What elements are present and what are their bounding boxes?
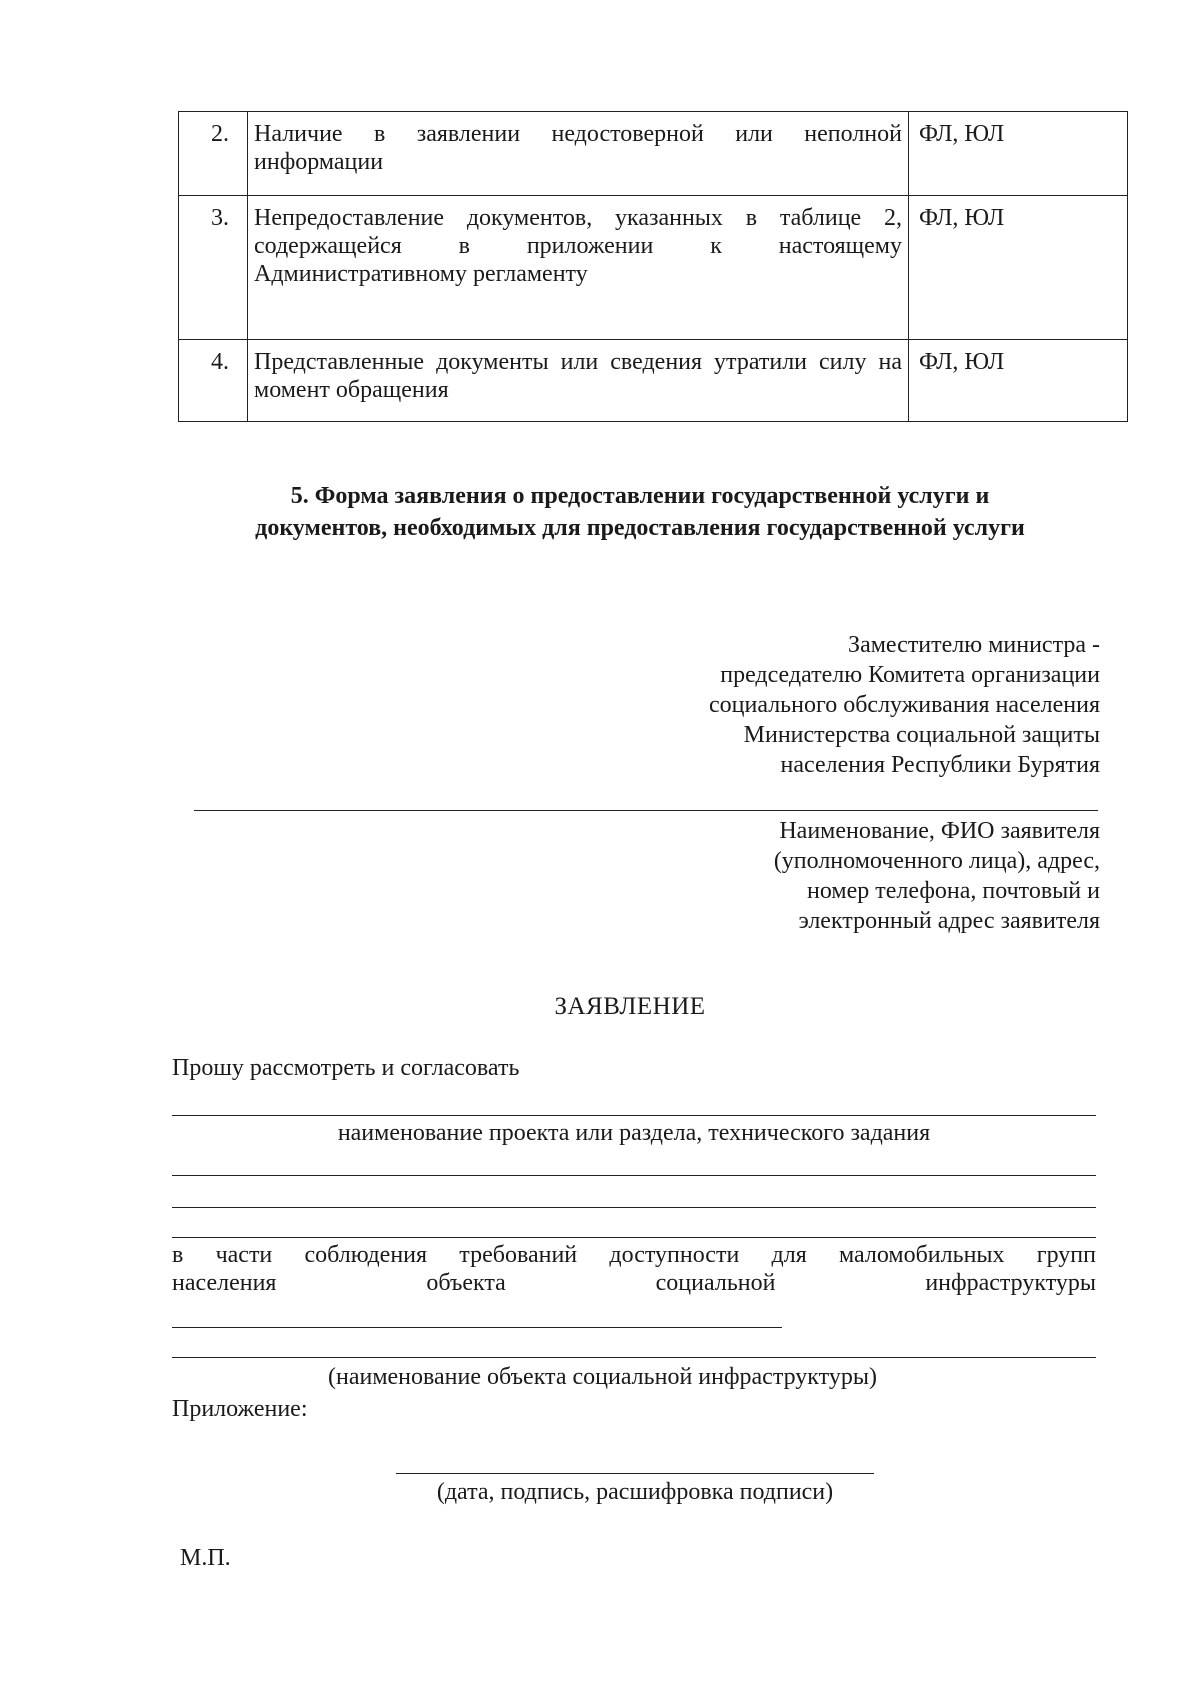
object-fill-line[interactable] [172, 1357, 1096, 1358]
applicant-caption-line: Наименование, ФИО заявителя [779, 818, 1100, 844]
accessibility-line-2: населения объекта социальной инфраструктуры [172, 1270, 1096, 1296]
section-title-line-1: Форма заявления о предоставлении государственной услуги и [314, 483, 990, 509]
applicant-fill-line[interactable] [194, 810, 1098, 811]
applicant-caption-line: (уполномоченного лица), адрес, [773, 848, 1100, 874]
table-row [179, 196, 1128, 340]
applicant-caption-line: электронный адрес заявителя [798, 908, 1100, 934]
section-number: 5. [290, 483, 309, 509]
row-number: 2. [179, 112, 248, 196]
row-applicants: ФЛ, ЮЛ [909, 340, 1128, 422]
row-reason: Представленные документы или сведения утратили силу на момент обращения [248, 340, 909, 422]
attachment-label: Приложение: [172, 1396, 308, 1422]
row-applicants: ФЛ, ЮЛ [909, 196, 1128, 340]
row-reason: Непредоставление документов, указанных в таблице 2, содержащейся в приложении к настоящему Административному регламенту [248, 196, 909, 340]
addressee-line: населения Республики Бурятия [780, 752, 1100, 778]
fill-line[interactable] [172, 1207, 1096, 1208]
table-row [179, 340, 1128, 422]
signature-caption: (дата, подпись, расшифровка подписи) [436, 1479, 834, 1505]
signature-fill-line[interactable] [396, 1473, 874, 1474]
row-applicants: ФЛ, ЮЛ [909, 112, 1128, 196]
section-heading-line-1 [200, 480, 1080, 512]
fill-line[interactable] [172, 1175, 1096, 1176]
table-row [179, 112, 1128, 196]
row-reason: Наличие в заявлении недостоверной или неполной информации [248, 112, 909, 196]
addressee-line: социального обслуживания населения [708, 692, 1100, 718]
row-number: 4. [179, 340, 248, 422]
section-heading [200, 480, 1080, 544]
object-caption: (наименование объекта социальной инфраструктуры) [328, 1364, 877, 1390]
applicant-caption-line: номер телефона, почтовый и [807, 878, 1100, 904]
section-title-line-2: документов, необходимых для предоставления государственной услуги [255, 515, 1025, 541]
accessibility-line-1: в части соблюдения требований доступности для маломобильных групп [172, 1242, 1096, 1268]
applicant-caption [620, 816, 1100, 936]
statement-title: ЗАЯВЛЕНИЕ [554, 993, 706, 1020]
addressee-line: Министерства социальной защиты [743, 722, 1100, 748]
seal-label: М.П. [180, 1545, 231, 1571]
request-text: Прошу рассмотреть и согласовать [172, 1055, 520, 1081]
fill-line[interactable] [172, 1237, 1096, 1238]
project-caption: наименование проекта или раздела, технического задания [337, 1120, 931, 1146]
project-fill-line[interactable] [172, 1115, 1096, 1116]
refusal-reasons-table [178, 111, 1128, 422]
row-number: 3. [179, 196, 248, 340]
addressee-block [540, 630, 1100, 780]
addressee-line: Заместителю министра - [848, 632, 1100, 658]
object-fill-line[interactable] [172, 1327, 782, 1328]
addressee-line: председателю Комитета организации [720, 662, 1100, 688]
